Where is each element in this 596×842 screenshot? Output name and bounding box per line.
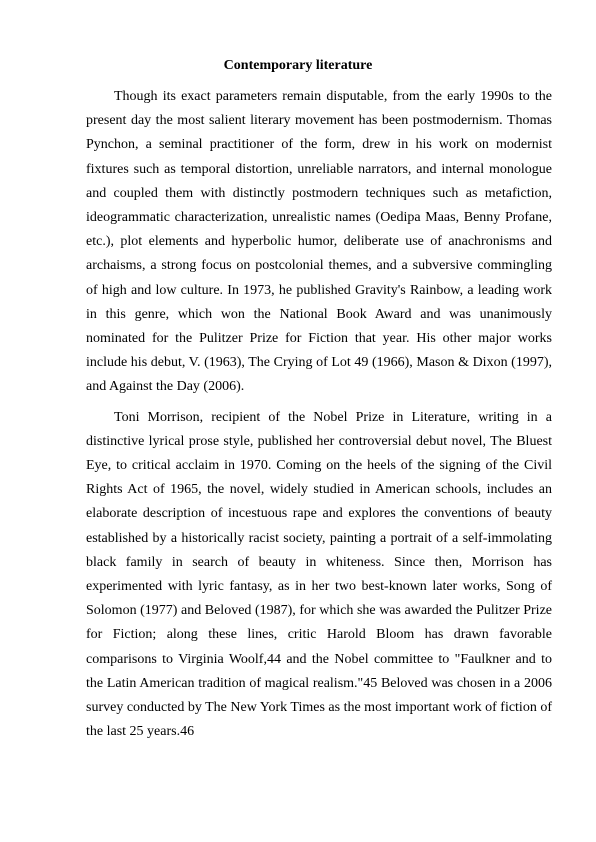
paragraph-toni-morrison: Toni Morrison, recipient of the Nobel Prize in Literature, writing in a distinctive lyrical prose style, published her controversial debut novel, The Bluest Eye, to critical acclaim in 1970. Coming on the heels of the signing of the Civil Rights Act of 1965, the novel, widely studied in American schools, includes an elaborate description of incestuous rape and explores the conventions of beauty established by a historically racist society, painting a portrait of a self-immolating black family in search of beauty in whiteness. Since then, Morrison has experimented with lyric fantasy, as in her two best-known later works, Song of Solomon (1977) and Beloved (1987), for which she was awarded the Pulitzer Prize for Fiction; along these lines, critic Harold Bloom has drawn favorable comparisons to Virginia Woolf,44 and the Nobel committee to "Faulkner and to the Latin American tradition of magical realism."45 Beloved was chosen in a 2006 survey conducted by The New York Times as the most important work of fiction of the last 25 years.46 (86, 409, 552, 740)
paragraph-postmodernism: Though its exact parameters remain disputable, from the early 1990s to the present day the most salient literary movement has been postmodernism. Thomas Pynchon, a seminal practitioner of the form, drew in his work on modernist fixtures such as temporal distortion, unreliable narrators, and internal monologue and coupled them with distinctly postmodern techniques such as metafiction, ideogrammatic characterization, unrealistic names (Oedipa Maas, Benny Profane, etc.), plot elements and hyperbolic humor, deliberate use of anachronisms and archaisms, a strong focus on postcolonial themes, and a subversive commingling of high and low culture. In 1973, he published Gravity's Rainbow, a leading work in this genre, which won the National Book Award and was unanimously nominated for the Pulitzer Prize for Fiction that year. His other major works include his debut, V. (1963), The Crying of Lot 49 (1966), Mason & Dixon (1997), and Against the Day (2006). (86, 89, 552, 395)
document-body (86, 85, 552, 750)
page-title: Contemporary literature (223, 58, 373, 73)
